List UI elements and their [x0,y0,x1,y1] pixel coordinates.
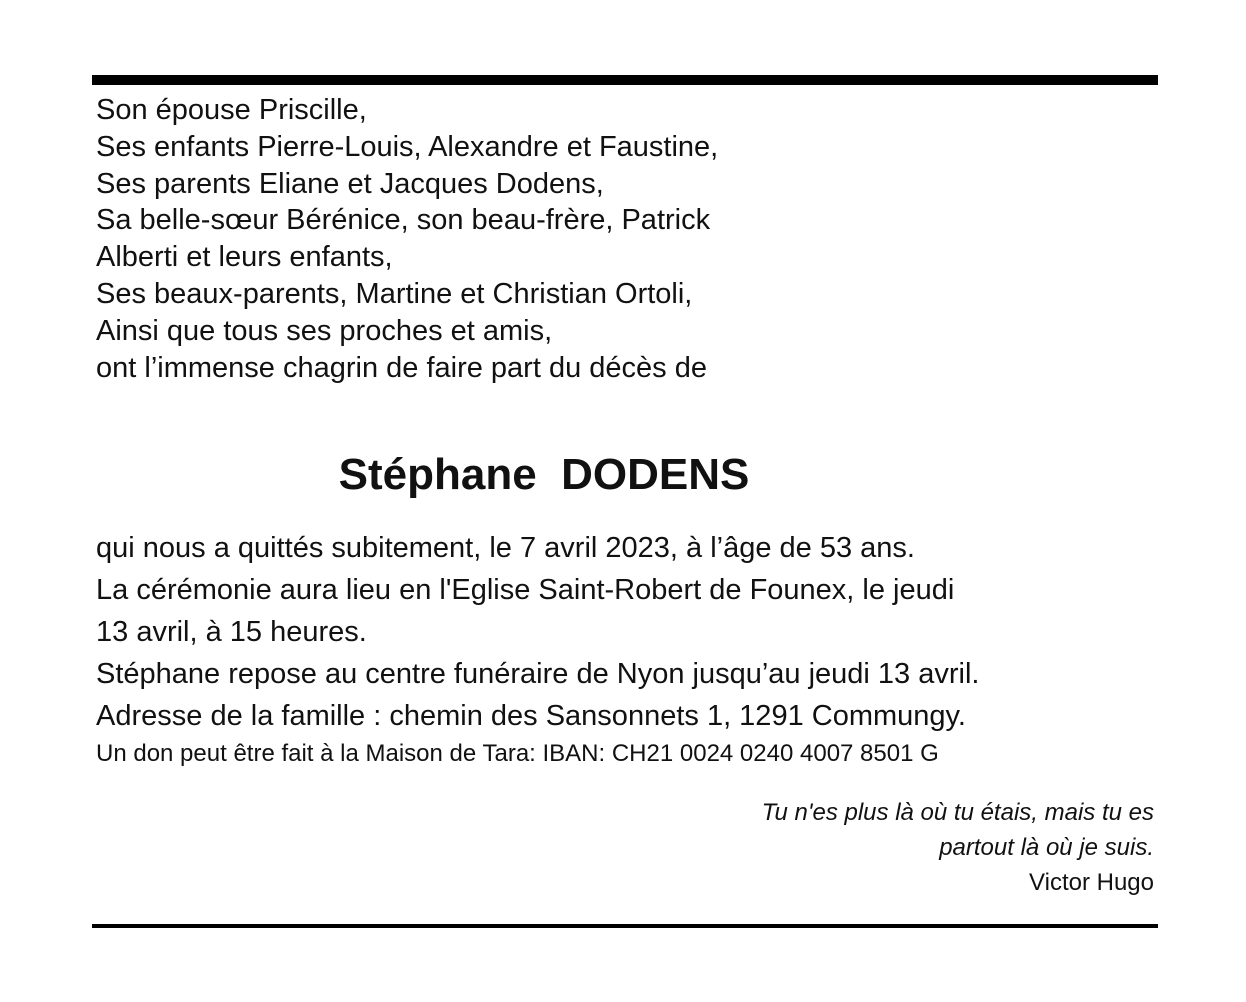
quote-author: Victor Hugo [1029,869,1154,896]
bottom-rule [92,924,1158,928]
family-line: Ses beaux-parents, Martine et Christian Ortoli, [96,277,693,310]
details-line: La cérémonie aura lieu en l'Eglise Saint-Robert de Founex, le jeudi [96,574,955,606]
details-line: 13 avril, à 15 heures. [96,616,367,648]
family-line: Alberti et leurs enfants, [96,241,393,274]
quote-block [762,795,1154,900]
quote-line: partout là où je suis. [939,834,1154,861]
ceremony-details [96,527,979,737]
donation-info: Un don peut être fait à la Maison de Tara: IBAN: CH21 0024 0240 4007 8501 G [96,740,939,767]
details-line: qui nous a quittés subitement, le 7 avril 2023, à l’âge de 53 ans. [96,532,915,564]
family-line: Ses enfants Pierre-Louis, Alexandre et Faustine, [96,130,719,163]
details-line: Adresse de la famille : chemin des Sansonnets 1, 1291 Commungy. [96,700,966,732]
quote-line: Tu n'es plus là où tu étais, mais tu es [761,799,1154,826]
family-line: Ainsi que tous ses proches et amis, [96,314,553,347]
family-line: Ses parents Eliane et Jacques Dodens, [96,167,604,200]
family-line: Son épouse Priscille, [96,94,367,126]
family-line: Sa belle-sœur Bérénice, son beau-frère, Patrick [96,204,711,237]
family-announcement [96,92,718,386]
deceased-name: Stéphane DODENS [338,450,750,499]
family-line: ont l’immense chagrin de faire part du décès de [96,351,707,384]
top-rule [92,75,1158,85]
details-line: Stéphane repose au centre funéraire de Nyon jusqu’au jeudi 13 avril. [96,658,980,690]
